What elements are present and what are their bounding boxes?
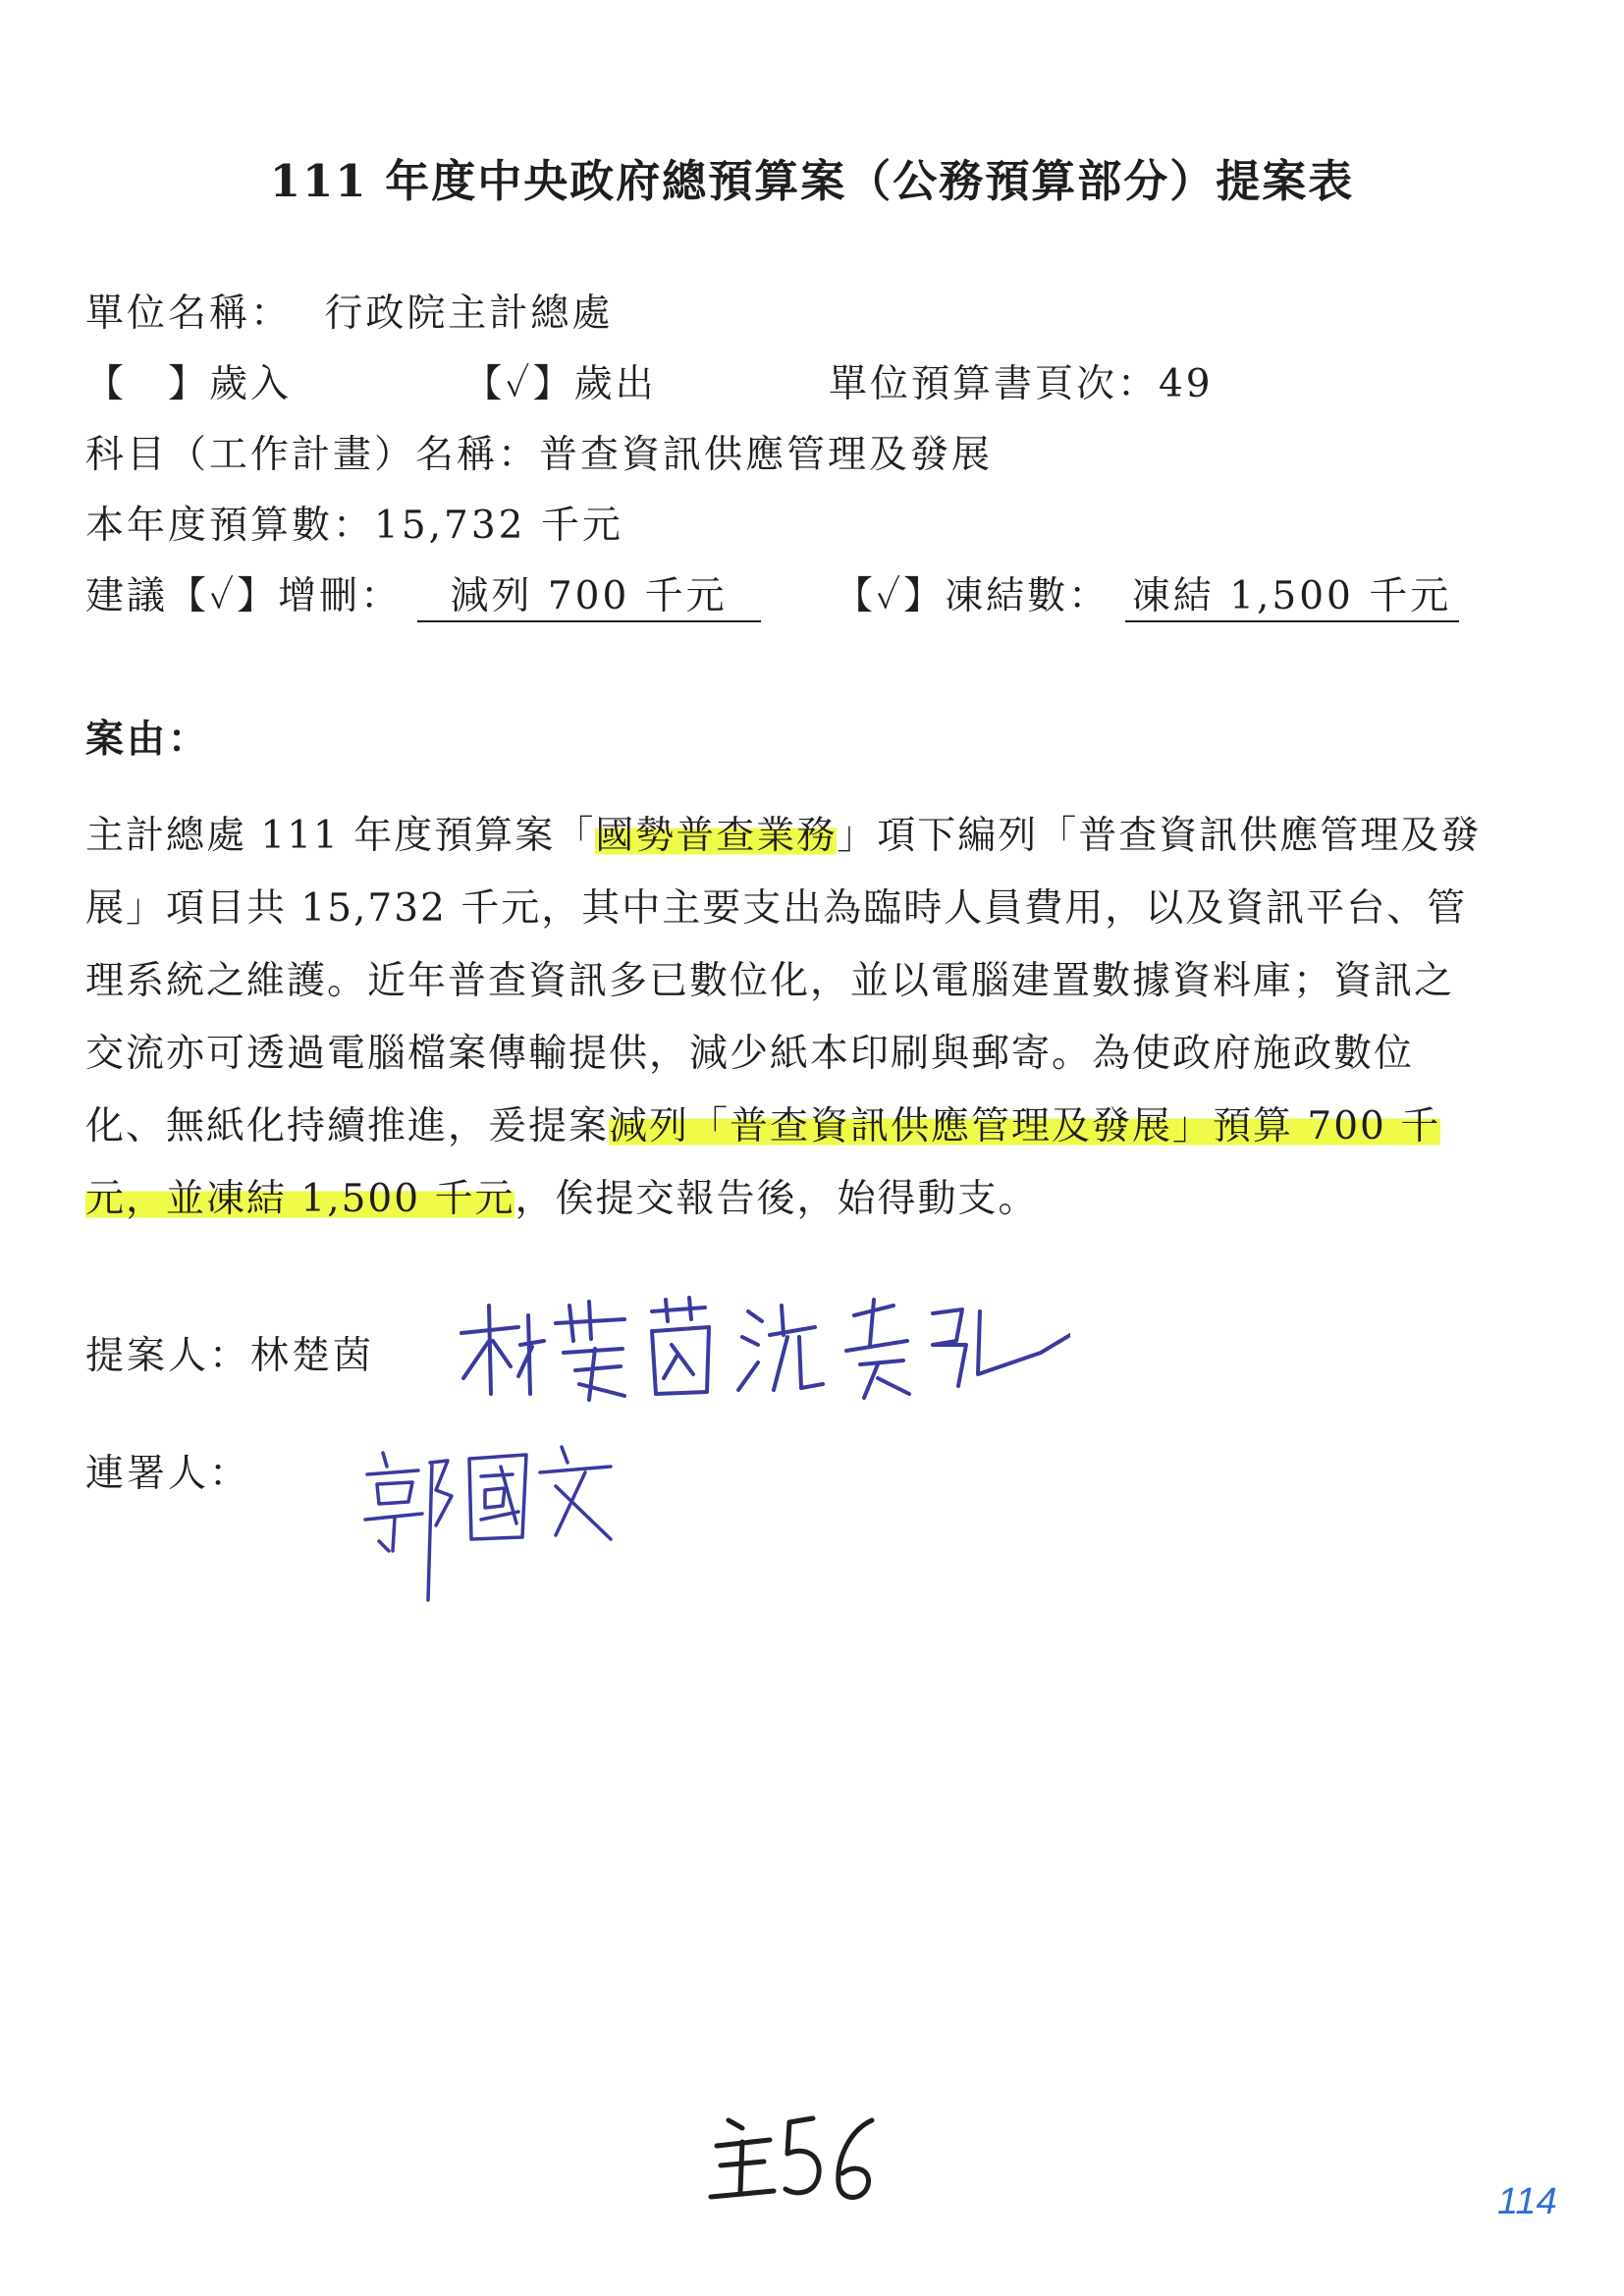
- cosigner-row: 連署人：: [85, 1452, 251, 1496]
- revenue-checkbox: 【 】歲入: [85, 362, 293, 406]
- page-number: 114: [1497, 2181, 1557, 2222]
- proposer-name: 林楚茵: [250, 1334, 375, 1378]
- page-reference: 單位預算書頁次：49: [828, 362, 1214, 406]
- reason-line-6: [85, 1168, 1548, 1223]
- unit-label: 單位名稱：: [85, 292, 293, 336]
- page-title: 111 年度中央政府總預算案（公務預算部分）提案表: [269, 155, 1355, 207]
- proposer-label: 提案人：: [85, 1334, 251, 1378]
- handwritten-stamp-mark: [707, 2101, 884, 2218]
- reason-text: 理系統之維護。近年普查資訊多已數位化，並以電腦建置數據資料庫；資訊之: [85, 959, 1455, 1003]
- reason-text: 」項下編列「普查資訊供應管理及發: [837, 814, 1482, 858]
- reason-line-4: [85, 1023, 1548, 1078]
- budget-type-row: [85, 353, 1214, 408]
- highlighted-text: 減列「普查資訊供應管理及發展」預算 700 千: [609, 1104, 1441, 1148]
- subject-label: 科目（工作計畫）名稱：: [85, 433, 540, 477]
- highlighted-text: 元，並凍結 1,500 千元: [85, 1177, 515, 1221]
- cosigner-signature: [353, 1433, 628, 1610]
- suggestion-label: 建議【✓】增刪：: [85, 574, 403, 618]
- subject-row: [85, 424, 993, 479]
- cut-amount: 減列 700 千元: [417, 565, 761, 622]
- reason-heading: 案由：: [85, 717, 210, 762]
- reason-line-1: [85, 805, 1548, 860]
- suggestion-row: [85, 565, 1459, 622]
- reason-text: 展」項目共 15,732 千元，其中主要支出為臨時人員費用，以及資訊平台、管: [85, 886, 1468, 931]
- reason-text: 交流亦可透過電腦檔案傳輸提供，減少紙本印刷與郵寄。為使政府施政數位: [85, 1032, 1415, 1076]
- freeze-label: 【✓】凍結數：: [834, 574, 1110, 618]
- subject-value: 普查資訊供應管理及發展: [539, 433, 994, 477]
- reason-text: ，俟提交報告後，始得動支。: [514, 1177, 1039, 1221]
- reason-line-5: [85, 1095, 1548, 1150]
- proposer-row: [85, 1325, 374, 1380]
- reason-line-2: [85, 878, 1548, 933]
- highlighted-text: 國勢普查業務: [595, 814, 838, 858]
- expenditure-checkbox: 【✓】歲出: [463, 362, 657, 406]
- freeze-amount: 凍結 1,500 千元: [1125, 565, 1459, 622]
- reason-text: 主計總處 111 年度預算案「: [85, 814, 596, 858]
- current-budget-row: 本年度預算數：15,732 千元: [85, 504, 623, 548]
- proposer-signatures: [442, 1276, 1070, 1423]
- reason-text: 化、無紙化持續推進，爰提案: [85, 1104, 610, 1148]
- reason-line-3: [85, 950, 1548, 1005]
- unit-row: [85, 283, 613, 338]
- unit-value: 行政院主計總處: [324, 292, 614, 336]
